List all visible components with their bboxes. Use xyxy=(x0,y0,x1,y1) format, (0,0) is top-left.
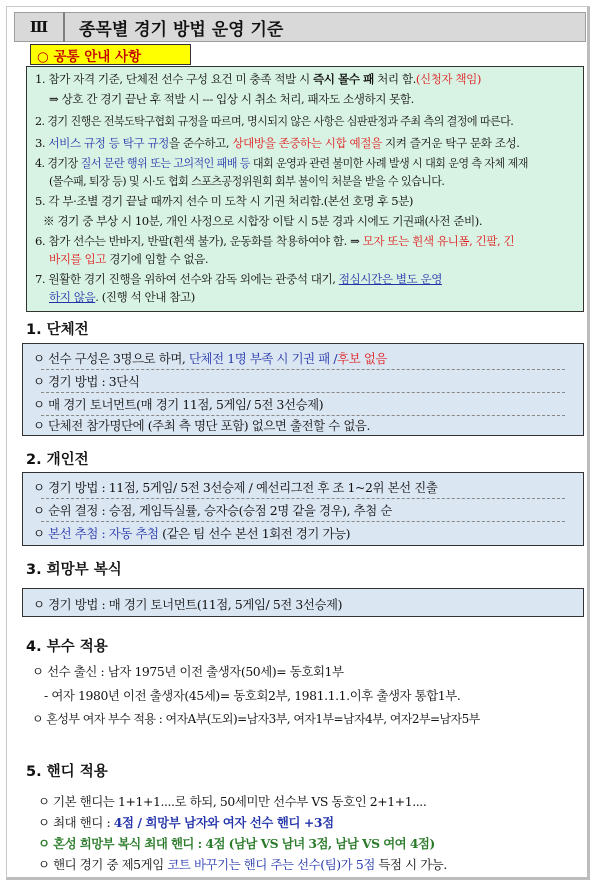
rule-6-forbidden: 모자 또는 휜색 유니폼, 긴팔, 긴 xyxy=(362,234,515,248)
rule-3-service: 서비스 규정 등 탁구 규정 xyxy=(48,136,169,150)
handicap-max xyxy=(38,813,334,831)
rule-1-forfeit: 즉시 몰수 패 xyxy=(312,72,374,86)
common-notice-box xyxy=(26,66,584,312)
rule-4-detail: (몰수패, 퇴장 등) 및 시·도 협회 스포츠공정위원회 회부 불이익 처분을 받을 수 있습니다. xyxy=(49,175,445,188)
rule-1 xyxy=(35,71,481,87)
rule-4-text: 대회 운영과 관련 불미한 사례 발생 시 대회 운영 측 자체 제재 xyxy=(249,157,528,170)
division-pro-female: - 여자 1980년 이전 출생자(45세)= 동호회2부, 1981.1.1.이후 출생자 통합1부. xyxy=(44,688,461,703)
team-box xyxy=(22,343,584,436)
team-heading: 1. 단체전 xyxy=(26,322,89,338)
section-roman-number: Ⅲ xyxy=(29,18,49,36)
rule-3 xyxy=(35,135,519,151)
rule-5: 5. 각 부·조별 경기 끝날 때까지 선수 미 도착 시 기권 처리함.(본선 호명 후 5분) xyxy=(35,194,413,208)
handicap-court-text: ㅇ 핸디 경기 중 제5게임 xyxy=(38,857,168,872)
team-roster-text: ㅇ 선수 구성은 3명으로 하며, xyxy=(33,351,189,366)
individual-draw-auto: 본선 추첨 : 자동 추첨 xyxy=(48,526,159,541)
individual-box xyxy=(22,472,584,546)
team-method: ㅇ 경기 방법 : 3단식 xyxy=(33,374,140,389)
division-mixed: ㅇ 혼성부 여자 부수 적용 : 여자A부(도외)=남자3부, 여자1부=남자4부, 여자2부=남자5부 xyxy=(32,712,480,726)
rule-3-text: 을 준수하고, xyxy=(168,136,233,150)
handicap-basic: ㅇ 기본 핸디는 1+1+1....로 하되, 50세미만 선수부 VS 동호인 2+1+1.... xyxy=(38,794,427,809)
page-title: 종목별 경기 방법 운영 기준 xyxy=(79,19,284,40)
team-no-sub-text: 후보 없음 xyxy=(337,351,387,366)
division-pro-male: ㅇ 선수 출신 : 남자 1975년 이전 출생자(50세)= 동호회1부 xyxy=(32,664,344,679)
rule-6-forbidden-end: 바지를 입고 xyxy=(49,252,106,266)
divider xyxy=(41,498,565,499)
rule-7-lunch: 점심시간은 별도 운영 xyxy=(338,272,442,286)
individual-ranking: ㅇ 순위 결정 : 승점, 게임득실률, 승자승(승점 2명 같을 경우), 추첨 순 xyxy=(33,503,392,518)
rule-6-cont xyxy=(49,251,208,267)
divider xyxy=(41,521,565,522)
handicap-court-text-end: 득점 시 가능. xyxy=(374,857,447,872)
divider xyxy=(41,369,565,370)
handicap-mixed-doubles: ㅇ 혼성 희망부 복식 최대 핸디 : 4점 (남남 VS 남녀 3점, 남남 VS 여여 4점) xyxy=(38,836,435,851)
individual-draw-note: (같은 팀 선수 본선 1회전 경기 가능) xyxy=(158,526,351,541)
rule-1-note: (신청자 책임) xyxy=(415,72,481,86)
team-forfeit-text: 단체전 1명 부족 시 기권 패 / xyxy=(188,351,338,366)
rule-2: 2. 경기 진행은 전북도탁구협회 규정을 따르며, 명시되지 않은 사항은 심판판정과 주최 측의 결정에 따른다. xyxy=(35,115,514,128)
handicap-court-rule: 코트 바꾸기는 핸디 주는 선수(팀)가 5점 xyxy=(167,857,375,872)
rule-7-lunch-end: 하지 않음 xyxy=(49,290,96,304)
individual-draw-bullet: ㅇ xyxy=(33,526,49,541)
hope-doubles-method: ㅇ 경기 방법 : 매 경기 토너먼트(11점, 5게임/ 5전 3선승제) xyxy=(33,597,343,612)
common-notice-heading: ○ 공통 안내 사항 xyxy=(30,44,191,65)
rule-7-text-end: . (진행 석 안내 참고) xyxy=(95,290,195,304)
handicap-max-label: ㅇ 최대 핸디 : xyxy=(38,815,114,830)
individual-method: ㅇ 경기 방법 : 11점, 5게임/ 5전 3선승제 / 예선리그전 후 조 1~2위 본선 진출 xyxy=(33,480,438,495)
rule-6 xyxy=(35,233,514,249)
hope-doubles-box xyxy=(22,588,584,617)
rule-6-text: 6. 참가 선수는 반바지, 반팔(휜색 불가), 운동화를 착용하여야 함. ⇒ xyxy=(35,234,363,248)
rule-7 xyxy=(35,271,442,287)
rule-6-text-end: 경기에 임할 수 없음. xyxy=(105,252,209,266)
rule-1-detail: ⇒ 상호 간 경기 끝난 후 적발 시 --- 입상 시 취소 처리, 패자도 소생하지 못함. xyxy=(49,92,414,106)
rule-1-text: 1. 참가 자격 기준, 단체전 선수 구성 요건 미 충족 적발 시 xyxy=(35,72,313,86)
section-title-bar xyxy=(14,12,586,42)
division-heading: 4. 부수 적용 xyxy=(26,639,108,655)
team-roster-requirement: ㅇ 단체전 참가명단에 (주최 측 명단 포함) 없으면 출전할 수 없음. xyxy=(33,418,371,433)
rule-3-etiquette: 상대방을 존중하는 시합 예절을 xyxy=(232,136,382,150)
divider xyxy=(41,392,565,393)
handicap-max-value: 4점 / 희망부 남자와 여자 선수 핸디 +3점 xyxy=(113,815,334,830)
rule-5-note: ※ 경기 중 부상 시 10분, 개인 사정으로 시합장 이탈 시 5분 경과 시에도 기권패(사전 준비). xyxy=(43,214,483,228)
individual-draw xyxy=(33,524,350,542)
rule-7-text: 7. 원활한 경기 진행을 위하여 선수와 감독 외에는 관중석 대기, xyxy=(35,272,339,286)
rule-3-num: 3. xyxy=(35,136,49,150)
rule-4-misconduct: 질서 문란 행위 또는 고의적인 패배 등 xyxy=(80,157,250,170)
handicap-heading: 5. 핸디 적용 xyxy=(26,764,108,780)
rule-7-cont xyxy=(49,289,195,305)
rule-1-text-end: 처리 함. xyxy=(373,72,416,86)
rule-4 xyxy=(35,155,528,171)
rule-4-num: 4. 경기장 xyxy=(35,157,81,170)
handicap-court-change xyxy=(38,855,447,873)
team-roster-rule xyxy=(33,349,387,367)
team-tournament: ㅇ 매 경기 토너먼트(매 경기 11점, 5게임/ 5전 3선승제) xyxy=(33,397,324,412)
hope-doubles-heading: 3. 희망부 복식 xyxy=(26,562,122,578)
individual-heading: 2. 개인전 xyxy=(26,452,89,468)
rule-3-text-end: 지켜 즐거운 탁구 문화 조성. xyxy=(381,136,520,150)
